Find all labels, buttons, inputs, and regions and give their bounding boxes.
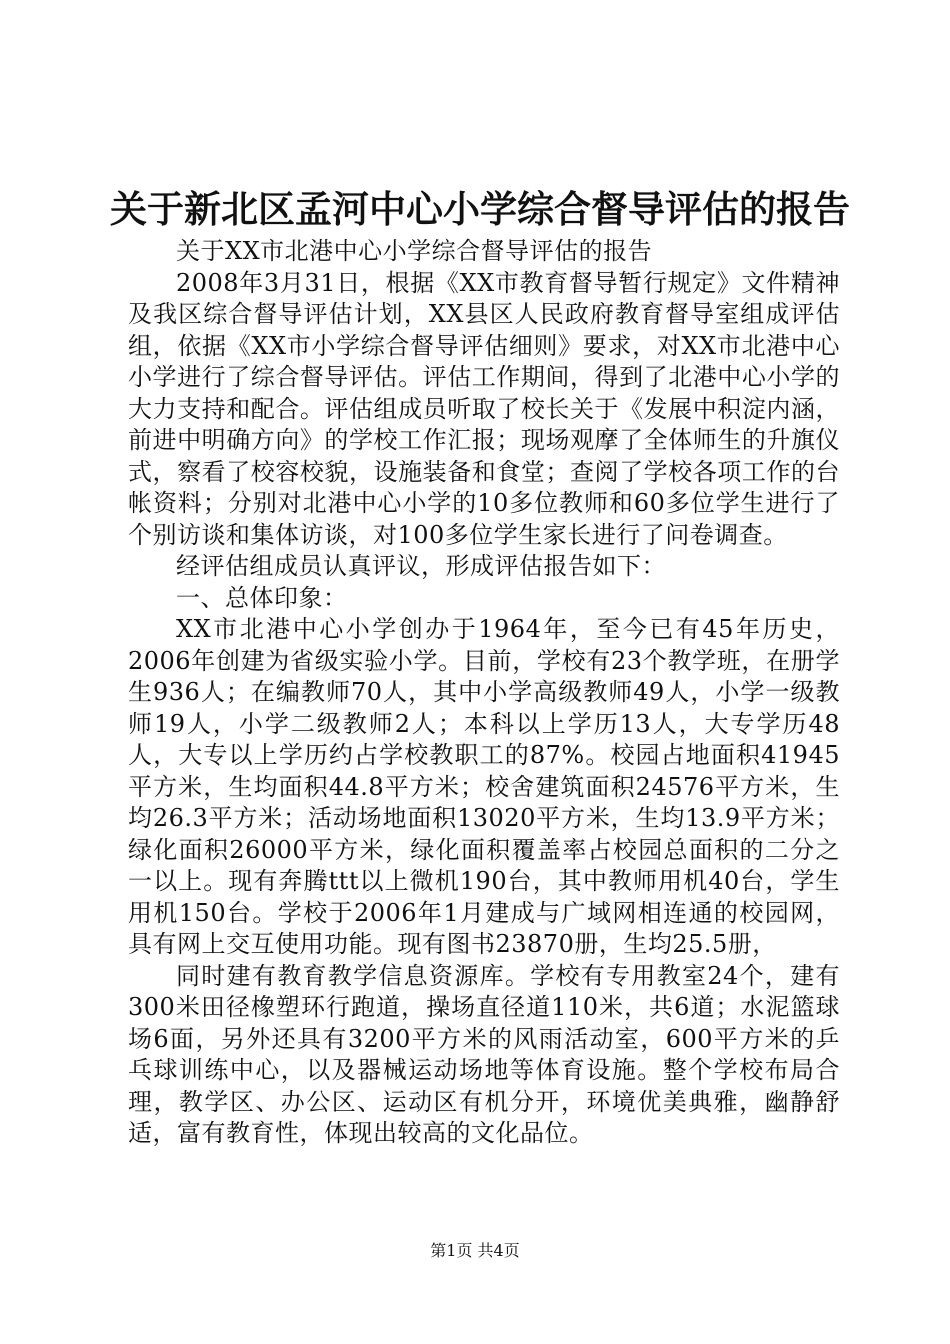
- paragraph-report-intro: 经评估组成员认真评议，形成评估报告如下：: [176, 552, 666, 580]
- section-heading-overall-impression: 一、总体印象：: [176, 583, 348, 612]
- page-footer: 第1页 共4页: [430, 1241, 520, 1260]
- paragraph-facilities: 同时建有教育教学信息资源库。学校有专用教室24个，建有300米田径橡塑环行跑道，操场直径道110米，共6道；水泥篮球场6面，另外还具有3200平方米的风雨活动室，600平方米的乒乓球训练中心，以及器械运动场地等体育设施。整个学校布局合理，教学区、办公区、运动区有机分开，环境优美典雅，幽静舒适，富有教育性，体现出较高的文化品位。: [128, 961, 840, 1147]
- document-body: [128, 236, 840, 1150]
- paragraph-school-overview: XX市北港中心小学创办于1964年，至今已有45年历史，2006年创建为省级实验小学。目前，学校有23个教学班，在册学生936人；在编教师70人，其中小学高级教师49人，小学一级教师19人，小学二级教师2人；本科以上学历13人，大专学历48人，大专以上学历约占学校教职工的87%。校园占地面积41945平方米，生均面积44.8平方米；校舍建筑面积24576平方米，生均26.3平方米；活动场地面积13020平方米，生均13.9平方米；绿化面积26000平方米，绿化面积覆盖率占校园总面积的二分之一以上。现有奔腾ttt以上微机190台，其中教师用机40台，学生用机150台。学校于2006年1月建成与广域网相连通的校园网，具有网上交互使用功能。现有图书23870册，生均25.5册，: [128, 615, 840, 958]
- document-title: 关于新北区孟河中心小学综合督导评估的报告: [110, 187, 850, 231]
- paragraph-subtitle: 关于XX市北港中心小学综合督导评估的报告: [176, 237, 653, 265]
- paragraph-introduction: 2008年3月31日，根据《XX市教育督导暂行规定》文件精神及我区综合督导评估计划，XX县区人民政府教育督导室组成评估组，依据《XX市小学综合督导评估细则》要求，对XX市北港中心小学进行了综合督导评估。评估工作期间，得到了北港中心小学的大力支持和配合。评估组成员听取了校长关于《发展中积淀内涵，前进中明确方向》的学校工作汇报；现场观摩了全体师生的升旗仪式，察看了校容校貌，设施装备和食堂；查阅了学校各项工作的台帐资料；分别对北港中心小学的10多位教师和60多位学生进行了个别访谈和集体访谈，对100多位学生家长进行了问卷调查。: [128, 268, 840, 549]
